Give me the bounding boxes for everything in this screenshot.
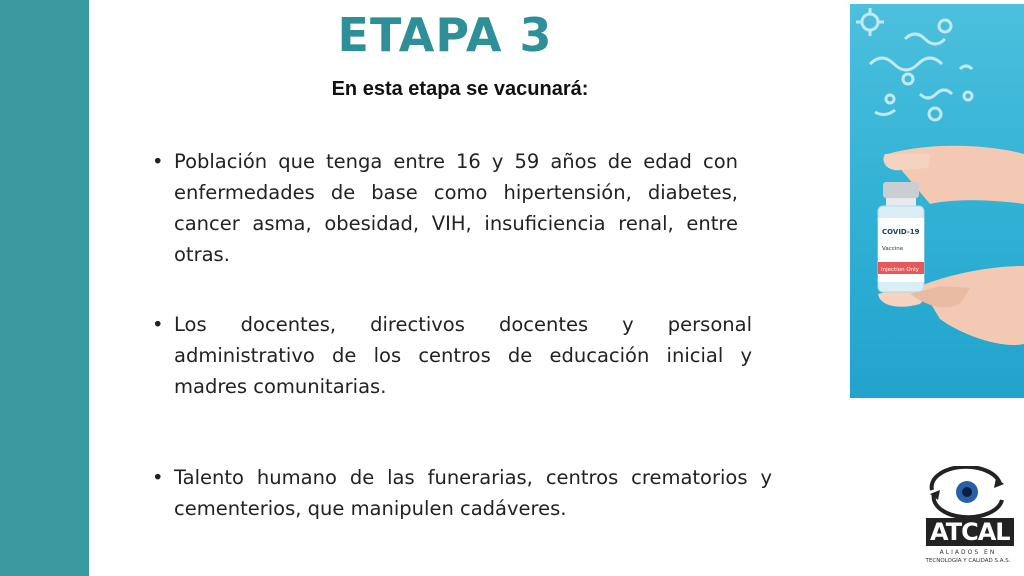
bullet-item <box>152 146 738 270</box>
vial-label-text: COVID-19 <box>882 228 920 236</box>
logo-tagline-line1: ALIADOS EN <box>939 549 997 556</box>
bullet-text: Talento humano de las funerarias, centros crematorios y cementerios, que manipulen cadáveres. <box>174 466 772 520</box>
vial-label-text: Injection Only <box>881 267 919 273</box>
bullet-text: Los docentes, directivos docentes y personal administrativo de los centros de educación inicial y madres comunitarias. <box>174 313 752 398</box>
bullet-item <box>152 309 752 402</box>
slide-subtitle: En esta etapa se vacunará: <box>331 78 589 100</box>
vaccine-photo <box>850 4 1024 398</box>
bullet-item <box>152 462 772 524</box>
bullet-marker: • <box>152 150 164 173</box>
logo-wordmark: ATCAL <box>926 518 1010 546</box>
bullet-text: Población que tenga entre 16 y 59 años de edad con enfermedades de base como hipertensión, diabetes, cancer asma, obesidad, VIH, insuficiencia renal, entre otras. <box>174 150 738 266</box>
vial-cap <box>883 182 919 198</box>
virus-pattern-icon <box>856 8 972 120</box>
slide-title: ETAPA 3 <box>337 8 553 62</box>
bullet-marker: • <box>152 466 164 489</box>
left-accent-bar <box>0 0 89 576</box>
logo-tagline-line2: TECNOLOGÍA Y CALIDAD S.A.S. <box>925 558 1011 564</box>
vaccine-illustration <box>850 4 1024 398</box>
vial-label-text: Vaccine <box>882 246 904 252</box>
bullet-marker: • <box>152 313 164 336</box>
